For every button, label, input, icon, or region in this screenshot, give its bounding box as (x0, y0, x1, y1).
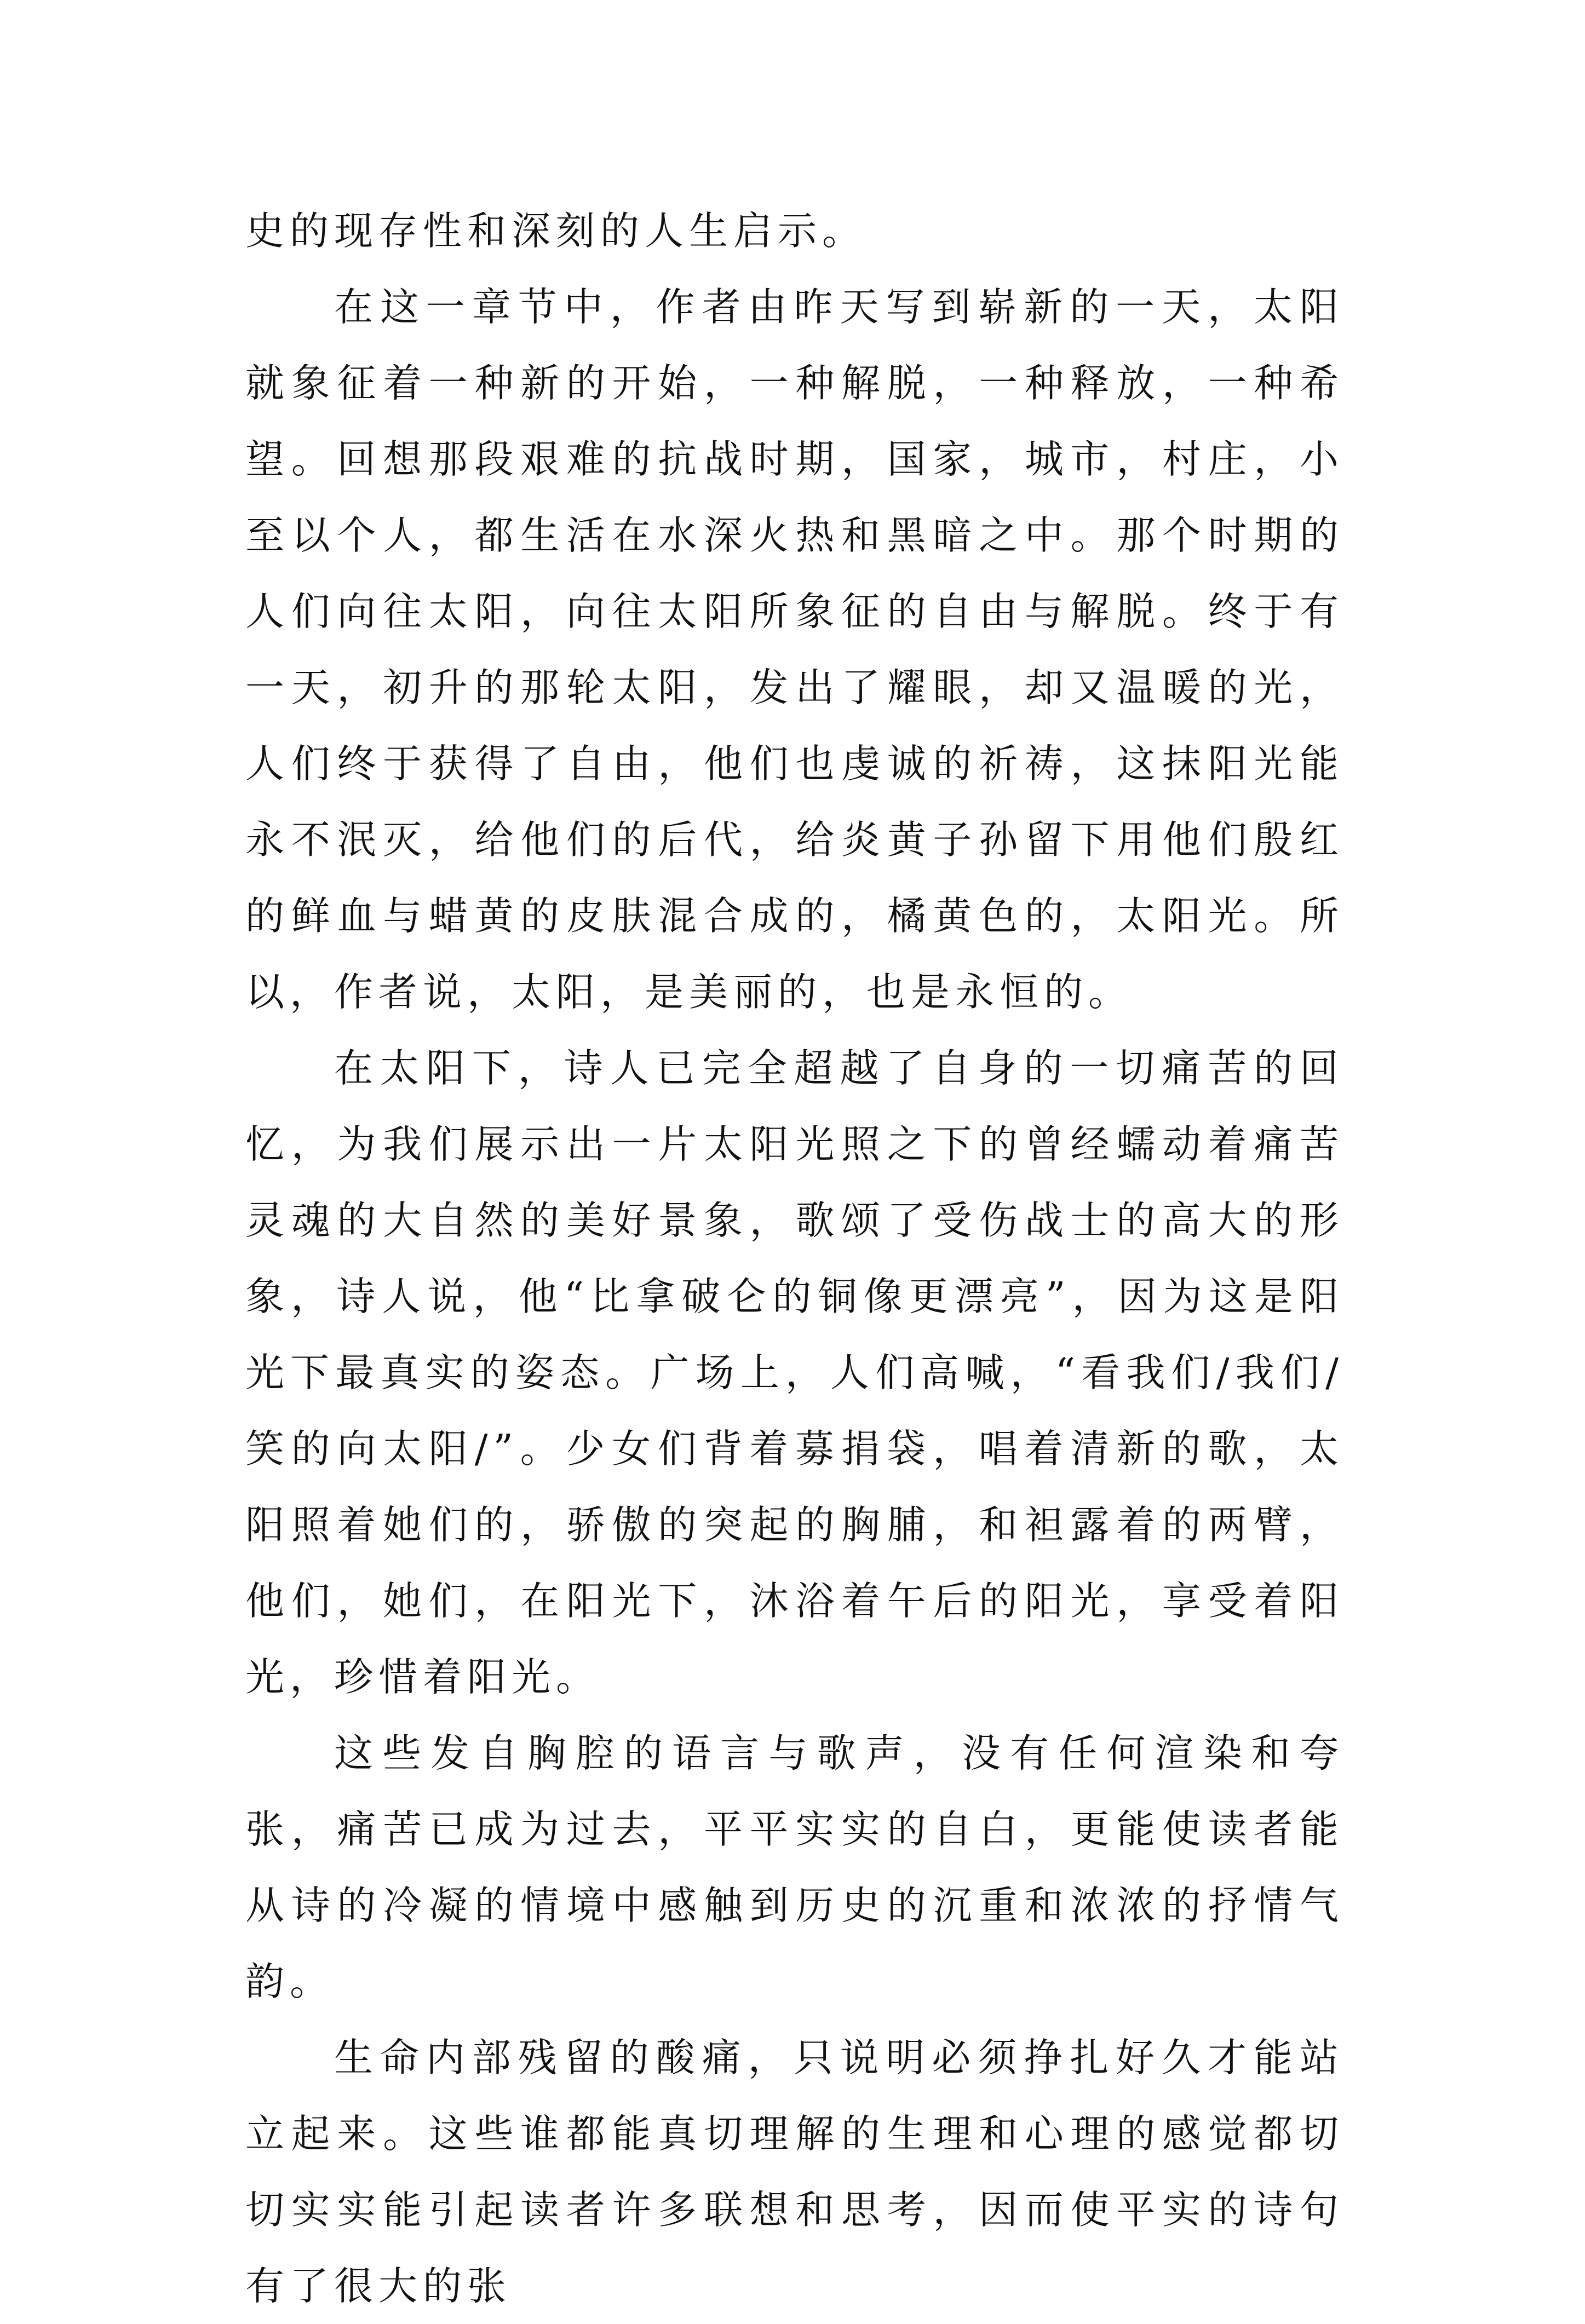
body-text (245, 193, 1344, 2324)
paragraph-1: 史的现存性和深刻的人生启示。 (245, 208, 867, 254)
paragraph-2: 在这一章节中，作者由昨天写到崭新的一天，太阳就象征着一种新的开始，一种解脱，一种释放，一种希望。回想那段艰难的抗战时期，国家，城市，村庄，小至以个人，都生活在水深火热和黑暗之中。那个时期的人们向往太阳，向往太阳所象征的自由与解脱。终于有一天，初升的那轮太阳，发出了耀眼，却又温暖的光，人们终于获得了自由，他们也虔诚的祈祷，这抹阳光能永不泯灭，给他们的后代，给炎黄子孙留下用他们殷红的鲜血与蜡黄的皮肤混合成的，橘黄色的，太阳光。所以，作者说，太阳，是美丽的，也是永恒的。 (245, 284, 1344, 1015)
paragraph-5: 生命内部残留的酸痛，只说明必须挣扎好久才能站立起来。这些谁都能真切理解的生理和心理的感觉都切切实实能引起读者许多联想和思考，因而使平实的诗句有了很大的张 (245, 2035, 1344, 2309)
paragraph-3: 在太阳下，诗人已完全超越了自身的一切痛苦的回忆，为我们展示出一片太阳光照之下的曾经蠕动着痛苦灵魂的大自然的美好景象，歌颂了受伤战士的高大的形象，诗人说，他“比拿破仑的铜像更漂亮”，因为这是阳光下最真实的姿态。广场上，人们高喊，“看我们/我们/笑的向太阳/”。少女们背着募捐袋，唱着清新的歌，太阳照着她们的，骄傲的突起的胸脯，和袒露着的两臂，他们，她们，在阳光下，沐浴着午后的阳光，享受着阳光，珍惜着阳光。 (245, 1045, 1344, 1700)
paragraph-4: 这些发自胸腔的语言与歌声，没有任何渲染和夸张，痛苦已成为过去，平平实实的自白，更能使读者能从诗的冷凝的情境中感触到历史的沉重和浓浓的抒情气韵。 (245, 1730, 1344, 2004)
